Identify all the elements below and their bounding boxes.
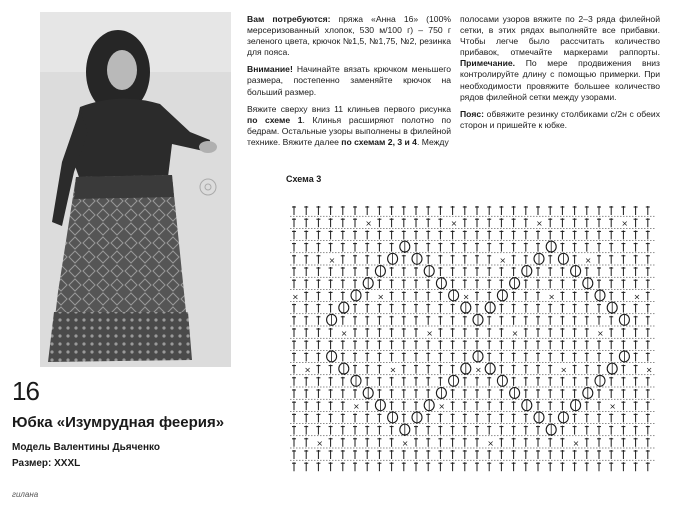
pattern-number: 16 xyxy=(12,376,39,406)
attention-paragraph xyxy=(247,64,451,97)
cross-stitch-symbol: × xyxy=(633,292,641,302)
instructions-column-2 xyxy=(460,14,660,137)
cross-stitch-symbol: × xyxy=(499,255,507,265)
cross-stitch-symbol: × xyxy=(353,402,360,412)
designer-credit: Модель Валентины Дьяченко xyxy=(12,442,160,453)
cross-stitch-symbol: × xyxy=(548,292,555,302)
cross-stitch-symbol: × xyxy=(365,219,372,229)
note-label: Примечание. xyxy=(460,58,516,69)
cross-stitch-symbol: × xyxy=(597,329,604,338)
cross-stitch-symbol: × xyxy=(304,365,311,375)
cross-stitch-symbol: × xyxy=(426,329,433,338)
cross-stitch-symbol: × xyxy=(340,329,348,338)
instr-text-a: Вяжите сверху вниз 11 клиньев первого рисунка xyxy=(247,103,451,114)
crochet-chart-svg xyxy=(286,200,658,472)
instr-bold-schemes: по схемам 2, 3 и 4 xyxy=(341,136,417,147)
belt-text: обвяжите резинку столбиками с/2н с обеих сторон и пришейте к юбке. xyxy=(460,108,660,130)
size-label: Размер: XXXL xyxy=(12,458,81,469)
instr-text-c: . Между xyxy=(416,136,449,147)
belt-paragraph xyxy=(460,109,660,131)
cross-stitch-symbol: × xyxy=(536,219,543,229)
attention-text: Начинайте вязать крючком меньшего размера, постепенно заменяйте крючок на больший размер. xyxy=(247,64,451,97)
instr-text-p2: полосами узоров вяжите по 2–3 ряда филейной сетки, в этих рядах выполняйте все прибавки. Чтобы легче было рассчитать количество прибавок, отмечайте маркерами раппорты. xyxy=(460,14,660,58)
materials-paragraph xyxy=(247,14,451,58)
instr-bold-scheme1: по схеме 1 xyxy=(247,114,303,125)
instructions-paragraph-1 xyxy=(247,104,451,148)
instr-text-b: . Клинья расширяют полотно по бедрам. Остальные узоры выполнены в филейной технике. Вяжите далее xyxy=(247,114,451,147)
model-photo xyxy=(40,12,231,367)
cross-stitch-symbol: × xyxy=(609,402,616,412)
crochet-chart xyxy=(286,200,658,472)
materials-text: пряжа «Анна 16» (100% мерсеризованный хлопок, 530 м/100 г) – 750 г зеленого цвета, крючок №1,5, №1,75, №2, резинка для пояса. xyxy=(247,14,452,58)
instructions-paragraph-2 xyxy=(460,14,660,103)
cross-stitch-symbol: × xyxy=(560,365,568,375)
cross-stitch-symbol: × xyxy=(438,402,446,412)
cross-stitch-symbol: × xyxy=(511,329,519,338)
scheme-label: Схема 3 xyxy=(286,174,322,184)
cross-stitch-symbol: × xyxy=(645,365,653,375)
cross-stitch-symbol: × xyxy=(377,292,385,302)
instructions-column-1 xyxy=(247,14,451,154)
woman-in-skirt-illustration xyxy=(40,12,231,367)
cross-stitch-symbol: × xyxy=(584,255,592,265)
cross-stitch-symbol: × xyxy=(621,219,629,229)
footer-brand: гилана xyxy=(12,490,39,499)
cross-stitch-symbol: × xyxy=(475,365,482,375)
cross-stitch-symbol: × xyxy=(487,438,494,448)
materials-label: Вам потребуются: xyxy=(247,14,331,24)
attention-label: Внимание! xyxy=(247,64,293,75)
cross-stitch-symbol: × xyxy=(401,438,409,448)
cross-stitch-symbol: × xyxy=(292,292,299,302)
belt-label: Пояс: xyxy=(460,108,484,119)
note-text: По мере продвижения вниз контролируйте длину с помощью примерки. При необходимости провяжите большее количество рядов филейной сетки между узорами. xyxy=(460,58,660,102)
pattern-title: Юбка «Изумрудная феерия» xyxy=(12,414,225,431)
cross-stitch-symbol: × xyxy=(462,292,470,302)
cross-stitch-symbol: × xyxy=(328,255,336,265)
cross-stitch-symbol: × xyxy=(389,365,397,375)
cross-stitch-symbol: × xyxy=(316,438,324,448)
cross-stitch-symbol: × xyxy=(572,438,580,448)
cross-stitch-symbol: × xyxy=(450,219,458,229)
